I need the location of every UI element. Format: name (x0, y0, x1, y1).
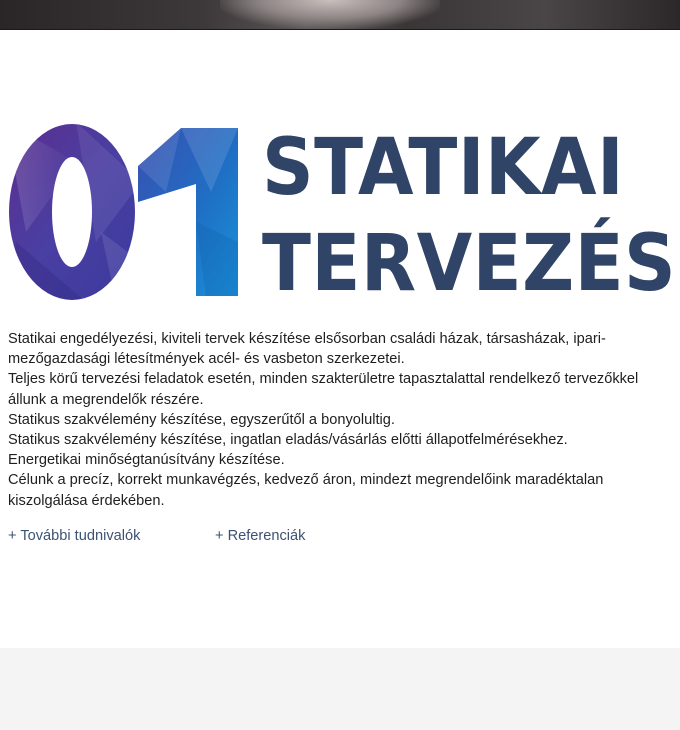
service-hero (0, 120, 680, 310)
digit-one (138, 128, 238, 296)
description-line: Energetikai minőségtanúsítvány készítése. (8, 452, 285, 469)
description-line: Célunk a precíz, korrekt munkavégzés, kedvező áron, mindezt megrendelőink maradéktalan kiszolgálása érdekében. (8, 472, 604, 509)
header-photo-strip (0, 0, 680, 30)
service-title (262, 120, 676, 312)
description-line: Statikus szakvélemény készítése, ingatlan eladás/vásárlás előtti állapotfelmérésekhez. (8, 432, 568, 449)
more-info-link[interactable]: + További tudnivalók (8, 528, 141, 544)
footer-section (0, 648, 680, 730)
service-links (8, 528, 668, 548)
header-photo-highlight (220, 0, 440, 29)
description-line: Teljes körű tervezési feladatok esetén, minden szakterületre tapasztalattal rendelkező tervezőkkel állunk a megrendelők részére. (8, 371, 639, 408)
service-title-line1: STATIKAI (262, 123, 625, 213)
service-number-graphic (6, 122, 238, 302)
references-link[interactable]: + Referenciák (215, 528, 306, 544)
digit-zero (6, 122, 141, 302)
service-title-line2: TERVEZÉS (262, 219, 677, 309)
description-line: Statikai engedélyezési, kiviteli tervek készítése elsősorban családi házak, társasházak, ipari-mezőgazdasági létesítmények acél- és vasbeton szerkezetei. (8, 331, 606, 368)
service-description (8, 329, 668, 511)
description-line: Statikus szakvélemény készítése, egyszerűtől a bonyolultig. (8, 411, 395, 428)
